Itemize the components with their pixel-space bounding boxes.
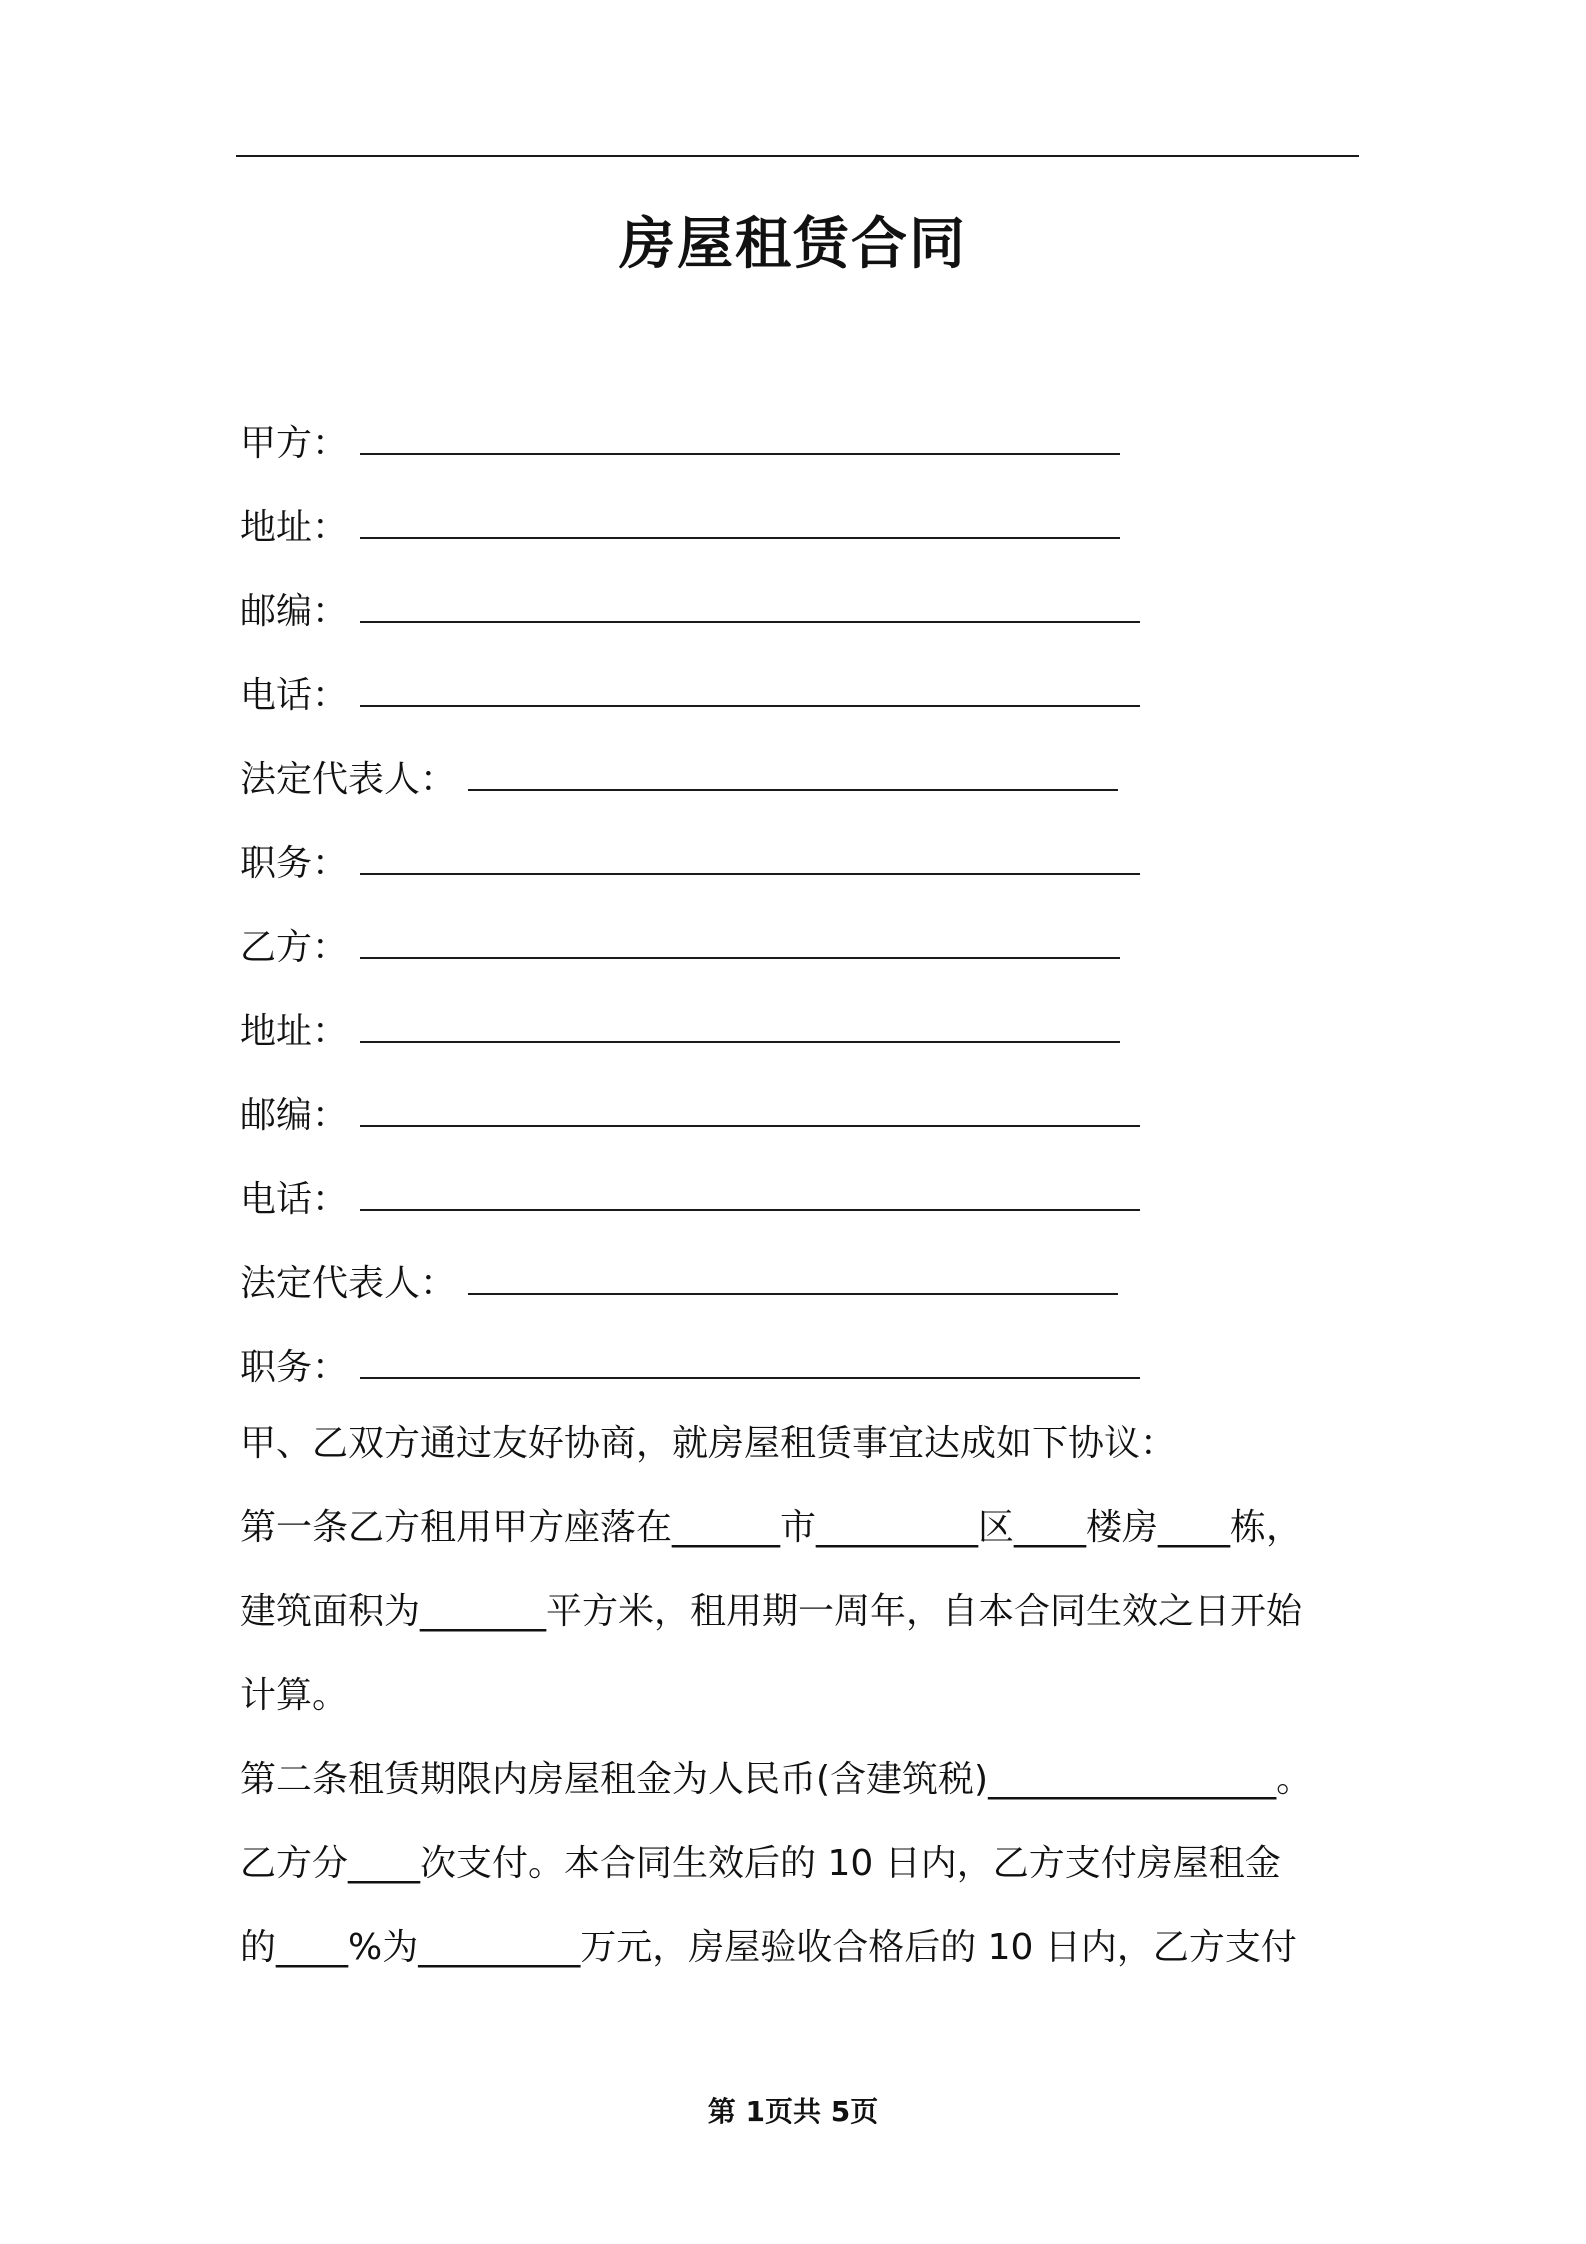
field-label: 邮编： — [240, 591, 349, 632]
document-title: 房屋租赁合同 — [619, 212, 967, 277]
party-a-address-field — [240, 486, 1140, 570]
field-label: 法定代表人： — [240, 759, 457, 800]
party-a-postcode-field — [240, 570, 1140, 654]
party-a-representative-field — [240, 738, 1140, 822]
fill-in-blank[interactable] — [360, 415, 1120, 455]
field-label: 电话： — [240, 675, 349, 716]
article-1-line: 第一条乙方租用甲方座落在______市_________区____楼房____栋， — [240, 1507, 1303, 1548]
field-label: 邮编： — [240, 1095, 349, 1136]
field-label: 乙方： — [240, 927, 349, 968]
field-label: 地址： — [240, 507, 349, 548]
fill-in-blank[interactable] — [468, 751, 1118, 791]
field-label: 法定代表人： — [240, 1263, 457, 1304]
party-b-representative-field — [240, 1242, 1140, 1326]
party-a-name-field — [240, 402, 1140, 486]
fill-in-blank[interactable] — [360, 1171, 1140, 1211]
fill-in-blank[interactable] — [360, 835, 1140, 875]
fill-in-blank[interactable] — [360, 583, 1140, 623]
article-2-line: 乙方分____次支付。本合同生效后的 10 日内，乙方支付房屋租金 — [240, 1843, 1281, 1884]
fill-in-blank[interactable] — [360, 1339, 1140, 1379]
fill-in-blank[interactable] — [468, 1255, 1118, 1295]
party-b-phone-field — [240, 1158, 1140, 1242]
field-label: 职务： — [240, 1347, 349, 1388]
fill-in-blank[interactable] — [360, 499, 1120, 539]
party-b-name-field — [240, 906, 1140, 990]
field-label: 职务： — [240, 843, 349, 884]
fill-in-blank[interactable] — [360, 1087, 1140, 1127]
party-b-postcode-field — [240, 1074, 1140, 1158]
fill-in-blank[interactable] — [360, 667, 1140, 707]
contract-body — [240, 1402, 1360, 1990]
party-b-address-field — [240, 990, 1140, 1074]
article-1-line: 建筑面积为_______平方米，租用期一周年，自本合同生效之日开始 — [240, 1591, 1303, 1632]
field-label: 地址： — [240, 1011, 349, 1052]
article-2-line: 的____%为_________万元，房屋验收合格后的 10 日内，乙方支付 — [240, 1927, 1297, 1968]
intro-paragraph: 甲、乙双方通过友好协商，就房屋租赁事宜达成如下协议： — [240, 1423, 1177, 1464]
party-b-position-field — [240, 1326, 1140, 1410]
field-label: 电话： — [240, 1179, 349, 1220]
header-rule — [236, 155, 1359, 157]
page-number: 第 1页共 5页 — [707, 2095, 879, 2128]
party-a-phone-field — [240, 654, 1140, 738]
fill-in-blank[interactable] — [360, 919, 1120, 959]
party-a-position-field — [240, 822, 1140, 906]
fill-in-blank[interactable] — [360, 1003, 1120, 1043]
field-label: 甲方： — [240, 423, 349, 464]
party-fields — [240, 402, 1140, 1410]
article-1-line: 计算。 — [240, 1675, 349, 1716]
article-2-line: 第二条租赁期限内房屋租金为人民币(含建筑税)________________。 — [240, 1759, 1313, 1800]
